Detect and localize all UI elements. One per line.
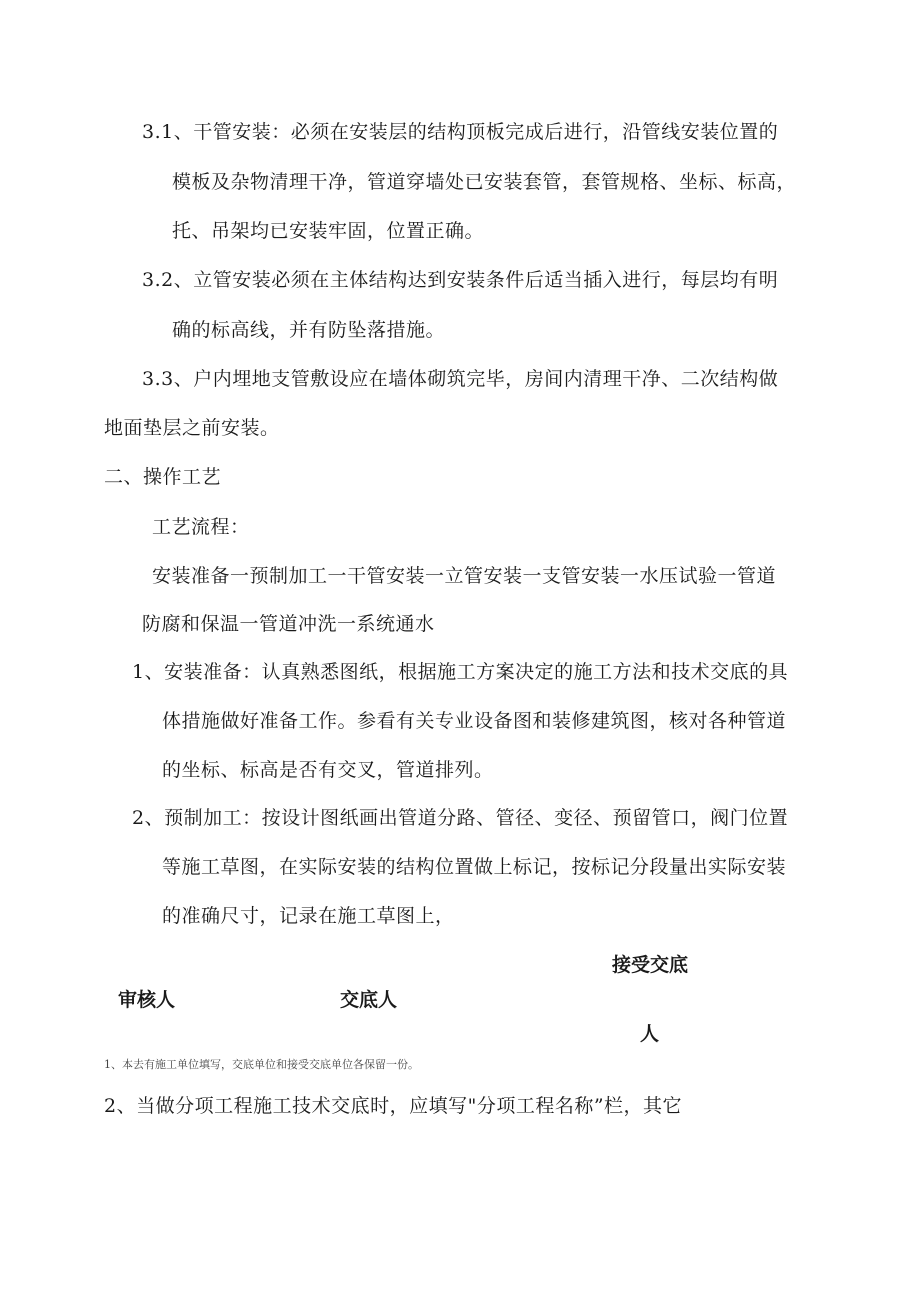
receiver-label-line-1: 接受交底 <box>612 954 689 976</box>
item-3-3-line-2: 地面垫层之前安装。 <box>104 417 280 439</box>
flow-line-1: 安装准备一预制加工一干管安装一立管安装一支管安装一水压试验一管道 <box>152 565 777 587</box>
item-3-1-line-3: 托、吊架均已安装牢固，位置正确。 <box>172 220 485 242</box>
receiver-label-line-2: 人 <box>640 1023 660 1045</box>
step-1-line-1: 1、安装准备：认真熟悉图纸，根据施工方案决定的施工方法和技术交底的具 <box>132 661 789 683</box>
reviewer-label: 审核人 <box>118 989 176 1011</box>
step-1-line-3: 的坐标、标高是否有交叉，管道排列。 <box>162 759 494 781</box>
item-3-2-line-2: 确的标高线，并有防坠落措施。 <box>172 319 446 341</box>
item-3-3-line-1: 3.3、户内埋地支管敷设应在墙体砌筑完毕，房间内清理干净、二次结构做 <box>142 368 779 390</box>
note-2: 2、当做分项工程施工技术交底时，应填写"分项工程名称”栏，其它 <box>104 1095 683 1117</box>
section-heading: 二、操作工艺 <box>104 466 222 488</box>
item-3-1-line-1: 3.1、干管安装：必须在安装层的结构顶板完成后进行，沿管线安装位置的 <box>142 121 779 143</box>
flow-label: 工艺流程： <box>152 516 250 538</box>
step-2-line-3: 的准确尺寸，记录在施工草图上， <box>162 905 455 927</box>
flow-line-2: 防腐和保温一管道冲洗一系统通水 <box>142 613 435 635</box>
step-2-line-2: 等施工草图，在实际安装的结构位置做上标记，按标记分段量出实际安装 <box>162 856 787 878</box>
presenter-label: 交底人 <box>340 989 398 1011</box>
item-3-2-line-1: 3.2、立管安装必须在主体结构达到安装条件后适当插入进行，每层均有明 <box>142 269 779 291</box>
note-1: 1、本去有施工单位填写，交底单位和接受交底单位各保留一份。 <box>104 1058 419 1071</box>
step-1-line-2: 体措施做好准备工作。参看有关专业设备图和装修建筑图，核对各种管道 <box>162 710 787 732</box>
step-2-line-1: 2、预制加工：按设计图纸画出管道分路、管径、变径、预留管口，阀门位置 <box>132 807 789 829</box>
item-3-1-line-2: 模板及杂物清理干净，管道穿墙处已安装套管，套管规格、坐标、标高， <box>172 171 797 193</box>
